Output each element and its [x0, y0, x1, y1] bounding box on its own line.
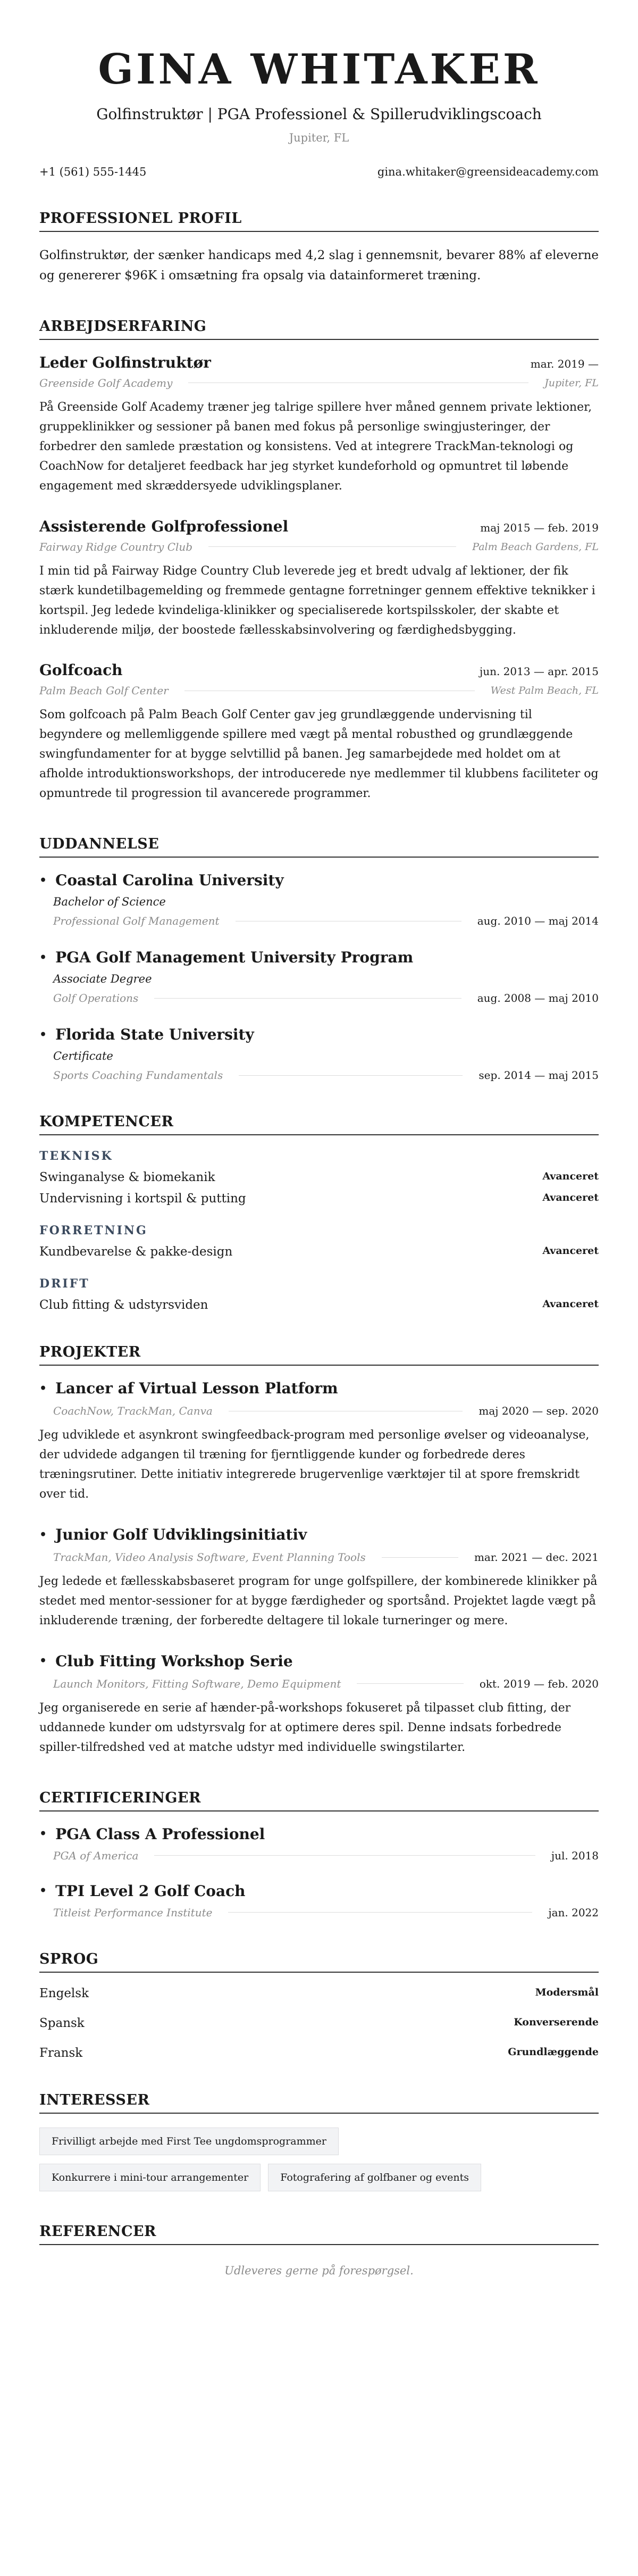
skill-name: Club fitting & udstyrsviden — [39, 1298, 208, 1312]
certification-name: PGA Class A Professionel — [55, 1825, 265, 1843]
skill-level: Avanceret — [542, 1192, 599, 1204]
language-name: Spansk — [39, 2016, 85, 2030]
section-title: KOMPETENCER — [39, 1114, 599, 1135]
certification-entry — [39, 1825, 599, 1862]
section-title: ARBEJDSERFARING — [39, 318, 599, 340]
education-entry — [39, 949, 599, 1004]
phone-number: +1 (561) 555-1445 — [39, 165, 147, 178]
bullet-icon: • — [39, 1381, 47, 1395]
divider — [208, 546, 456, 547]
skill-group — [39, 1224, 599, 1259]
project-date: okt. 2019 — feb. 2020 — [479, 1677, 599, 1690]
language-level: Grundlæggende — [508, 2046, 599, 2058]
job-entry — [39, 354, 599, 496]
job-date: mar. 2019 — — [530, 357, 599, 370]
profile-section — [39, 210, 599, 286]
school-name: Florida State University — [55, 1026, 254, 1044]
field-of-study: Professional Golf Management — [53, 915, 220, 928]
job-company: Palm Beach Golf Center — [39, 684, 169, 697]
skill-row — [39, 1192, 599, 1206]
experience-section — [39, 318, 599, 804]
bullet-icon: • — [39, 950, 47, 965]
divider — [239, 1075, 463, 1076]
language-row — [39, 2046, 599, 2060]
skill-row — [39, 1170, 599, 1184]
project-entry — [39, 1380, 599, 1505]
skill-name: Kundbevarelse & pakke-design — [39, 1245, 233, 1259]
bullet-icon: • — [39, 1827, 47, 1841]
language-row — [39, 1987, 599, 2000]
divider — [228, 1912, 532, 1913]
section-title: SPROG — [39, 1951, 599, 1973]
candidate-tagline: Golfinstruktør | PGA Professionel & Spillerudviklingscoach — [96, 105, 542, 123]
language-name: Engelsk — [39, 1986, 89, 2000]
skill-level: Avanceret — [542, 1298, 599, 1310]
skill-row — [39, 1298, 599, 1312]
skill-group — [39, 1149, 599, 1206]
job-company: Fairway Ridge Country Club — [39, 540, 193, 553]
job-date: maj 2015 — feb. 2019 — [480, 521, 599, 534]
section-title: UDDANNELSE — [39, 836, 599, 858]
degree: Bachelor of Science — [53, 895, 166, 909]
job-company: Greenside Golf Academy — [39, 376, 173, 389]
project-name: Junior Golf Udviklingsinitiativ — [55, 1526, 307, 1544]
project-tools: Launch Monitors, Fitting Software, Demo Equipment — [53, 1677, 341, 1690]
language-level: Modersmål — [535, 1986, 599, 1998]
job-entry — [39, 518, 599, 641]
project-date: mar. 2021 — dec. 2021 — [474, 1551, 599, 1564]
divider — [382, 1557, 458, 1558]
degree: Associate Degree — [53, 973, 152, 986]
interest-tag: Frivilligt arbejde med First Tee ungdomsprogrammer — [39, 2128, 339, 2155]
job-title: Assisterende Golfprofessionel — [39, 517, 289, 535]
references-section — [39, 2223, 599, 2277]
certification-issuer: PGA of America — [53, 1849, 139, 1862]
project-description: Jeg ledede et fællesskabsbaseret program for unge golfspillere, der kombinerede klinikker på stedet med mentor-sessioner for at bygge færdigheder og sportsånd. Projektet lagde vægt på inkluderende træning, der forberedte deltagere til lokale turneringer og mere. — [39, 1575, 598, 1627]
project-entry — [39, 1526, 599, 1631]
languages-section — [39, 1951, 599, 2060]
skill-name: Undervisning i kortspil & putting — [39, 1192, 246, 1206]
candidate-location: Jupiter, FL — [289, 131, 349, 144]
project-tools: CoachNow, TrackMan, Canva — [53, 1405, 213, 1418]
section-title: INTERESSER — [39, 2092, 599, 2114]
skill-row — [39, 1245, 599, 1259]
school-name: PGA Golf Management University Program — [55, 949, 414, 967]
job-location: West Palm Beach, FL — [490, 685, 599, 697]
interest-tag: Konkurrere i mini-tour arrangementer — [39, 2164, 261, 2191]
language-name: Fransk — [39, 2046, 83, 2060]
email-address: gina.whitaker@greensideacademy.com — [377, 165, 599, 178]
education-section — [39, 836, 599, 1082]
job-title: Leder Golfinstruktør — [39, 353, 211, 371]
bullet-icon: • — [39, 1027, 47, 1042]
profile-summary: Golfinstruktør, der sænker handicaps med 4,2 slag i gennemsnit, bevarer 88% af eleverne og genererer $96K i omsætning fra opsalg via datainformeret træning. — [39, 248, 599, 282]
bullet-icon: • — [39, 1654, 47, 1668]
certification-date: jan. 2022 — [548, 1906, 599, 1919]
field-of-study: Sports Coaching Fundamentals — [53, 1069, 223, 1082]
skill-group-title: FORRETNING — [39, 1224, 148, 1238]
education-entry — [39, 1026, 599, 1082]
skill-group-title: TEKNISK — [39, 1149, 113, 1164]
interest-tag: Fotografering af golfbaner og events — [268, 2164, 481, 2191]
project-entry — [39, 1652, 599, 1758]
language-level: Konverserende — [514, 2016, 599, 2028]
resume-header — [39, 45, 599, 144]
school-name: Coastal Carolina University — [55, 871, 284, 890]
job-description: Som golfcoach på Palm Beach Golf Center gav jeg grundlæggende undervisning til begyndere og mellemliggende spillere med vægt på mental robusthed og grundlæggende swingfundamenter for at bygge selvtillid på banen. Jeg samarbejdede med holdet om at afholde introduktionsworkshops, der introducerede nye medlemmer til klubbens faciliteter og opmuntrede til progression til avancerede programmer. — [39, 708, 599, 801]
section-title: CERTIFICERINGER — [39, 1790, 599, 1811]
contact-row — [39, 165, 599, 178]
education-date: aug. 2010 — maj 2014 — [477, 915, 599, 928]
job-entry — [39, 661, 599, 804]
divider — [154, 998, 461, 999]
job-date: jun. 2013 — apr. 2015 — [480, 665, 599, 678]
job-location: Palm Beach Gardens, FL — [472, 541, 599, 553]
certification-issuer: Titleist Performance Institute — [53, 1906, 213, 1919]
references-note: Udleveres gerne på forespørgsel. — [224, 2264, 414, 2277]
degree: Certificate — [53, 1050, 113, 1063]
project-name: Lancer af Virtual Lesson Platform — [55, 1380, 338, 1398]
project-description: Jeg organiserede en serie af hænder-på-workshops fokuseret på tilpasset club fitting, der uddannede kunder om udstyrsvalg for at optimere deres spil. Denne indsats forbedrede spiller-tilfredshed ved at matche udstyr med individuelle swingstilarter. — [39, 1701, 571, 1754]
project-tools: TrackMan, Video Analysis Software, Event Planning Tools — [53, 1551, 366, 1564]
skill-level: Avanceret — [542, 1170, 599, 1183]
skill-group — [39, 1277, 599, 1312]
skill-group-title: DRIFT — [39, 1277, 90, 1291]
divider — [357, 1683, 463, 1684]
job-location: Jupiter, FL — [544, 377, 599, 389]
section-title: REFERENCER — [39, 2223, 599, 2245]
job-title: Golfcoach — [39, 661, 123, 679]
job-description: På Greenside Golf Academy træner jeg talrige spillere hver måned gennem private lektioner, gruppeklinikker og sessioner på banen med fokus på personlige swingjusteringer, der forbedrer den samlede præstation og konsistens. Ved at integrere TrackMan-teknologi og CoachNow for detaljeret feedback har jeg styrket kundeforhold og opmuntret til løbende engagement med skræddersyede udviklingsplaner. — [39, 400, 592, 493]
section-title: PROFESSIONEL PROFIL — [39, 210, 599, 232]
language-row — [39, 2016, 599, 2030]
job-description: I min tid på Fairway Ridge Country Club leverede jeg et bredt udvalg af lektioner, der fik stærk kundetilbagemelding og fremmede gentagne forretninger gennem effektive teknikker i kortspil. Jeg ledede kvindeliga-klinikker og specialiserede kortspilsskoler, der skabte et inkluderende miljø, der boostede fællesskabsinvolvering og færdighedsbygging. — [39, 564, 595, 637]
certification-name: TPI Level 2 Golf Coach — [55, 1882, 246, 1900]
candidate-name: GINA WHITAKER — [98, 45, 540, 94]
bullet-icon: • — [39, 873, 47, 887]
certifications-section — [39, 1790, 599, 1919]
interests-section — [39, 2092, 599, 2191]
project-name: Club Fitting Workshop Serie — [55, 1652, 293, 1670]
education-entry — [39, 871, 599, 927]
project-date: maj 2020 — sep. 2020 — [478, 1405, 599, 1418]
certification-entry — [39, 1882, 599, 1919]
skill-name: Swinganalyse & biomekanik — [39, 1170, 215, 1185]
bullet-icon: • — [39, 1527, 47, 1542]
bullet-icon: • — [39, 1884, 47, 1898]
education-date: aug. 2008 — maj 2010 — [477, 992, 599, 1005]
projects-section — [39, 1344, 599, 1758]
skill-level: Avanceret — [542, 1245, 599, 1257]
skills-section — [39, 1114, 599, 1312]
field-of-study: Golf Operations — [53, 992, 139, 1005]
divider — [154, 1855, 535, 1856]
certification-date: jul. 2018 — [551, 1849, 599, 1862]
education-date: sep. 2014 — maj 2015 — [478, 1069, 599, 1082]
section-title: PROJEKTER — [39, 1344, 599, 1366]
project-description: Jeg udviklede et asynkront swingfeedback-program med personlige øvelser og videoanalyse, der udvidede adgangen til træning for fjerntliggende kunder og forbedrede deres træningsrutiner. Dette initiativ integrerede brugervenlige værktøjer til at spore fremskridt over tid. — [39, 1428, 590, 1501]
